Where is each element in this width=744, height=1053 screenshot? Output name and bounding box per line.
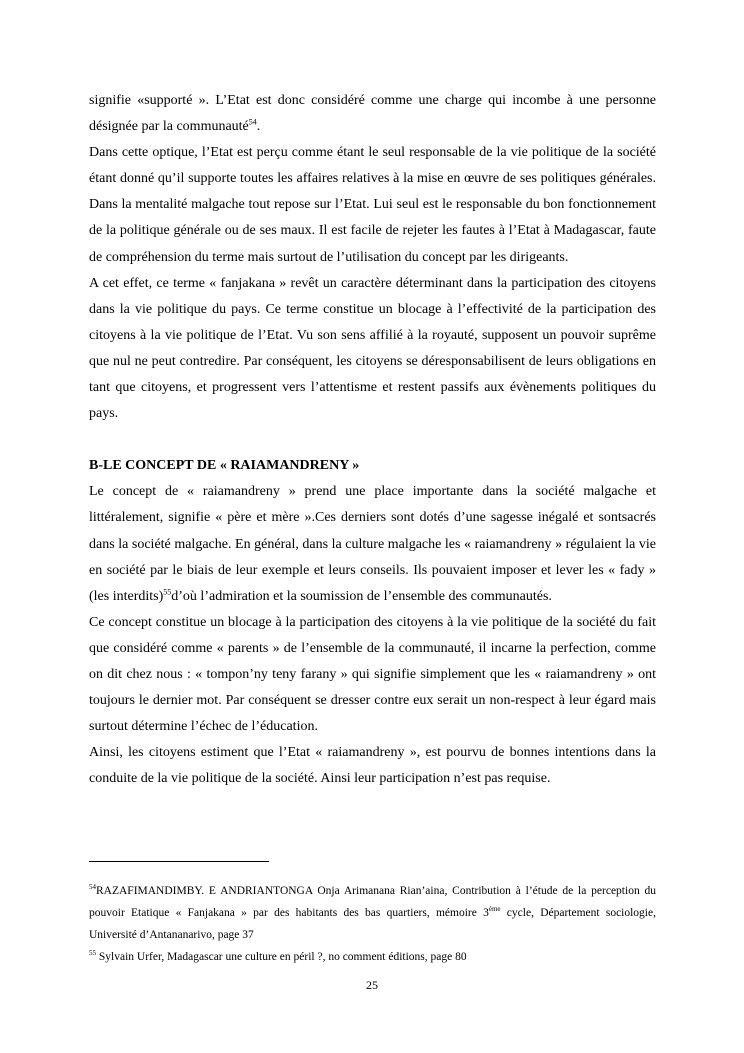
footnote-55-text: Sylvain Urfer, Madagascar une culture en péril ?, no comment éditions, page 80: [96, 951, 467, 963]
footnote-54-end: cycle, Département sociologie, Université d’Antananarivo, page 37: [89, 907, 656, 941]
footnote-ref-55: 55: [163, 587, 172, 597]
paragraph-1-text: signifie «supporté ». L’Etat est donc considéré comme une charge qui incombe à une personne désignée par la communauté: [89, 93, 656, 135]
paragraph-2: Dans cette optique, l’Etat est perçu comme étant le seul responsable de la vie politique de la société étant donné qu’il supporte toutes les affaires relatives à la mise en œuvre de ses politiques générales. Dans la mentalité malgache tout repose sur l’Etat. Lui seul est le responsable du bon fonctionnement de la politique générale ou de ses maux. Il est facile de rejeter les fautes à l’Etat à Madagascar, faute de compréhension du terme mais surtout de l’utilisation du concept par les dirigeants.: [89, 145, 656, 265]
paragraph-4: [89, 479, 656, 609]
paragraph-5: Ce concept constitue un blocage à la participation des citoyens à la vie politique de la société du fait que considéré comme « parents » de l’ensemble de la communauté, il incarne la perfection, comme on dit chez nous : « tompon’ny teny farany » qui signifie simplement que les « raiamandreny » ont toujours le dernier mot. Par conséquent se dresser contre eux serait un non-respect à leur égard mais surtout détermine l’échec de l’éducation.: [89, 614, 656, 735]
paragraph-6: Ainsi, les citoyens estiment que l’Etat « raiamandreny », est pourvu de bonnes intentions dans la conduite de la vie politique de la société. Ainsi leur participation n’est pas requise.: [89, 745, 656, 787]
paragraph-4-text: Le concept de « raiamandreny » prend une place importante dans la société malgache et littéralement, signifie « père et mère ».Ces derniers sont dotés d’une sagesse inégalé et sontsacrés dans la société malgache. En général, dans la culture malgache les « raiamandreny » régulaient la vie en société par le biais de leur exemple et leurs conseils. Ils pouvaient imposer et lever les « fady » (les interdits): [89, 484, 656, 604]
page-number: 25: [366, 978, 378, 992]
paragraph-1-end: .: [256, 119, 261, 135]
footnote-55-number: 55: [89, 949, 96, 958]
footnotes: [89, 880, 656, 968]
paragraph-3: A cet effet, ce terme « fanjakana » revêt un caractère déterminant dans la participation des citoyens dans la vie politique du pays. Ce terme constitue un blocage à l’effectivité de la participation des citoyens à la vie politique de l’Etat. Vu son sens affilié à la royauté, supposent un pouvoir suprême que nul ne peut contredire. Par conséquent, les citoyens se déresponsabilisent de leurs obligations en tant que citoyens, et progressent vers l’attentisme et restent passifs aux évènements politiques du pays.: [89, 275, 656, 422]
footnote-55: [89, 946, 656, 968]
footnote-divider: [89, 861, 269, 862]
section-heading: B-LE CONCEPT DE « RAIAMANDRENY »: [89, 458, 360, 474]
footnote-54-superscript: ème: [488, 905, 501, 914]
paragraph-1: [89, 88, 656, 140]
footnote-54-number: 54: [89, 883, 96, 892]
footnote-ref-54: 54: [248, 117, 257, 127]
footnote-54: [89, 880, 656, 946]
paragraph-4-end: d’où l’admiration et la soumission de l’ensemble des communautés.: [171, 588, 552, 604]
footnote-54-text: RAZAFIMANDIMBY. E ANDRIANTONGA Onja Arimanana Rian’aina, Contribution à l’étude de la perception du pouvoir Etatique « Fanjakana » par des habitants des bas quartiers, mémoire 3: [89, 885, 656, 919]
document-body: [89, 88, 656, 792]
